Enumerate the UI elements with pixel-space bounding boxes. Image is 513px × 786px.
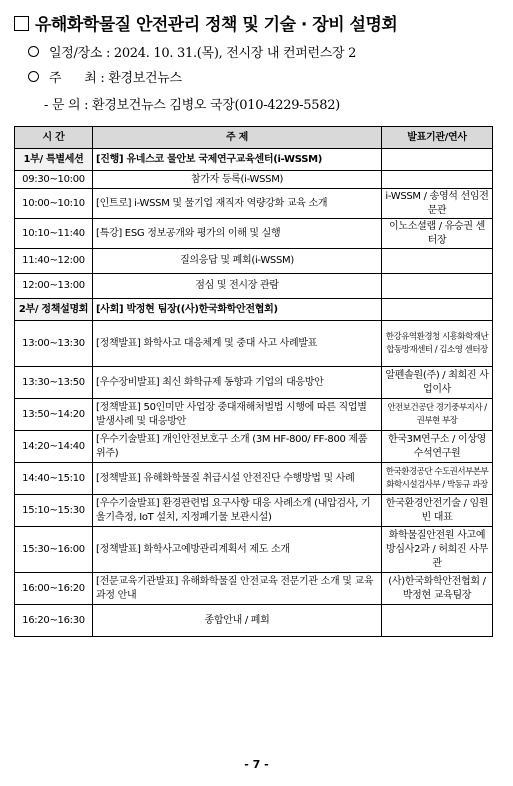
table-row (15, 274, 493, 299)
time-cell: 13:50~14:20 (15, 399, 93, 431)
time-cell: 15:30~16:00 (15, 527, 93, 573)
header-time: 시 간 (15, 127, 93, 149)
time-cell: 10:10~11:40 (15, 219, 93, 249)
time-cell: 1부/ 특별세션 (15, 149, 93, 171)
topic-cell: 참가자 등록(i-WSSM) (93, 171, 382, 189)
table-row (15, 431, 493, 463)
topic-cell: [정책발표] 유해화학물질 취급시설 안전진단 수행방법 및 사례 (93, 463, 382, 495)
time-cell: 09:30~10:00 (15, 171, 93, 189)
topic-cell: [우수기술발표] 환경관련법 요구사항 대응 사례소개 (내압검사, 기울기측정, IoT 설치, 지정폐기물 보관시설) (93, 495, 382, 527)
topic-cell: [전문교육기관발표] 유해화학물질 안전교육 전문기관 소개 및 교육과정 안내 (93, 573, 382, 605)
page-title (14, 10, 397, 35)
time-cell: 16:00~16:20 (15, 573, 93, 605)
table-row (15, 573, 493, 605)
topic-cell: [정책발표] 화학사고예방관리계획서 제도 소개 (93, 527, 382, 573)
topic-cell: 점심 및 전시장 관람 (93, 274, 382, 299)
table-row (15, 321, 493, 367)
speaker-cell (382, 249, 493, 274)
speaker-cell: 안전보건공단 경기중부지사 / 권부현 부장 (382, 399, 493, 431)
time-cell: 10:00~10:10 (15, 189, 93, 219)
table-row (15, 605, 493, 637)
speaker-cell: 알펜솔원(주) / 최희진 사업이사 (382, 367, 493, 399)
topic-cell: 질의응답 및 폐회(i-WSSM) (93, 249, 382, 274)
time-cell: 13:30~13:50 (15, 367, 93, 399)
topic-cell: [정책발표] 화학사고 대응체계 및 중대 사고 사례발표 (93, 321, 382, 367)
time-cell: 13:00~13:30 (15, 321, 93, 367)
time-cell: 14:40~15:10 (15, 463, 93, 495)
table-row (15, 189, 493, 219)
page-number: - 7 - (244, 758, 269, 771)
schedule-table (14, 126, 493, 637)
topic-cell: [특강] ESG 정보공개와 평가의 이해 및 실행 (93, 219, 382, 249)
info-contact (44, 94, 340, 113)
table-row (15, 299, 493, 321)
speaker-cell: 한국3M연구소 / 이상영 수석연구원 (382, 431, 493, 463)
speaker-cell (382, 605, 493, 637)
speaker-cell: 한국환경안전기술 / 임원빈 대표 (382, 495, 493, 527)
time-cell: 15:10~15:30 (15, 495, 93, 527)
speaker-cell (382, 171, 493, 189)
table-row (15, 399, 493, 431)
table-row (15, 149, 493, 171)
table-row (15, 171, 493, 189)
time-cell: 16:20~16:30 (15, 605, 93, 637)
circle-bullet-icon (28, 46, 39, 57)
speaker-cell: 한국환경공단 수도권서부본부 화학시설검사부 / 박동규 과장 (382, 463, 493, 495)
speaker-cell: i-WSSM / 송영석 선임전문관 (382, 189, 493, 219)
speaker-cell: 화학물질안전원 사고예방심사2과 / 허희진 사무관 (382, 527, 493, 573)
topic-cell: [사회] 박정현 팀장((사)한국화학안전협회) (93, 299, 382, 321)
info-host (28, 67, 182, 86)
speaker-cell: 이노소셜랩 / 유승권 센터장 (382, 219, 493, 249)
time-cell: 14:20~14:40 (15, 431, 93, 463)
topic-cell: [우수장비발표] 최신 화학규제 동향과 기업의 대응방안 (93, 367, 382, 399)
host-text: 주 최 : 환경보건뉴스 (49, 71, 182, 86)
topic-cell: 종합안내 / 폐회 (93, 605, 382, 637)
time-cell: 11:40~12:00 (15, 249, 93, 274)
speaker-cell: 한강유역환경청 시흥화학재난합동방재센터 / 김소영 센터장 (382, 321, 493, 367)
circle-bullet-icon (28, 71, 39, 82)
speaker-cell: (사)한국화학안전협회 / 박정현 교육팀장 (382, 573, 493, 605)
time-cell: 2부/ 정책설명회 (15, 299, 93, 321)
table-row (15, 249, 493, 274)
topic-cell: [우수기술발표] 개인안전보호구 소개 (3M HF-800/ FF-800 제품 위주) (93, 431, 382, 463)
table-row (15, 367, 493, 399)
header-speaker: 발표기관/연사 (382, 127, 493, 149)
speaker-cell (382, 299, 493, 321)
time-cell: 12:00~13:00 (15, 274, 93, 299)
checkbox-square-icon (14, 16, 29, 31)
table-row (15, 463, 493, 495)
speaker-cell (382, 274, 493, 299)
table-row (15, 495, 493, 527)
topic-cell: [인트로] i-WSSM 및 물기업 재직자 역량강화 교육 소개 (93, 189, 382, 219)
title-text: 유해화학물질 안전관리 정책 및 기술 · 장비 설명회 (35, 15, 398, 35)
table-header-row (15, 127, 493, 149)
speaker-cell (382, 149, 493, 171)
schedule-body (15, 149, 493, 637)
topic-cell: [정책발표] 50인미만 사업장 중대재해처벌법 시행에 따른 직업별 발생사례 및 대응방안 (93, 399, 382, 431)
header-topic: 주 제 (93, 127, 382, 149)
table-row (15, 219, 493, 249)
topic-cell: [진행] 유네스코 물안보 국제연구교육센터(i-WSSM) (93, 149, 382, 171)
contact-text: - 문 의 : 환경보건뉴스 김병오 국장(010-4229-5582) (44, 98, 340, 113)
info-date-place (28, 42, 356, 61)
date-place-text: 일정/장소 : 2024. 10. 31.(목), 전시장 내 컨퍼런스장 2 (49, 46, 357, 61)
table-row (15, 527, 493, 573)
